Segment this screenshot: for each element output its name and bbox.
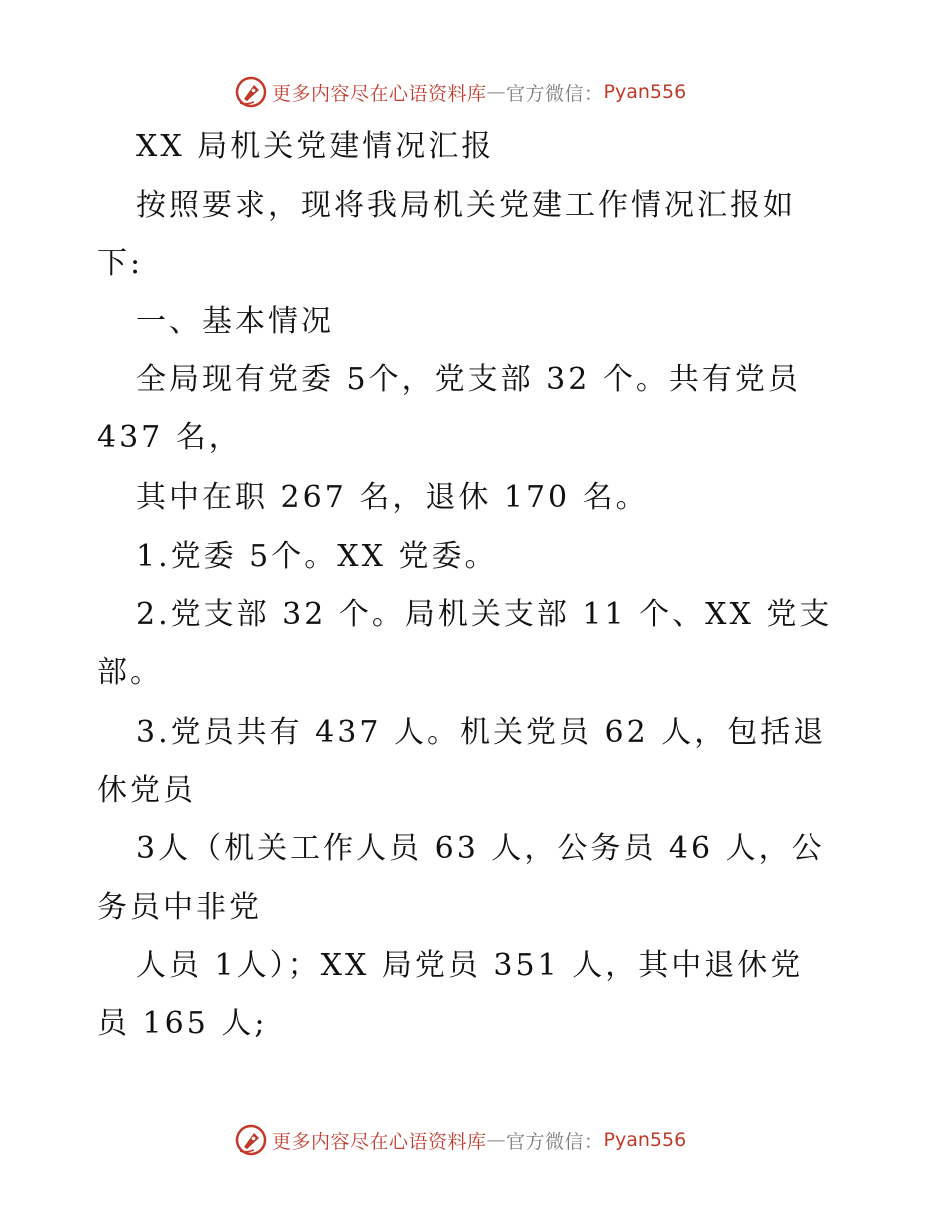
item-2-line-1: 2.党支部 32 个。局机关支部 11 个、XX 党支	[136, 597, 833, 632]
item-3-line-5: 人员 1人）；XX 局党员 351 人，其中退休党	[136, 948, 804, 983]
watermark-wechat-id: Pyan556	[603, 1129, 687, 1151]
section-heading: 一、基本情况	[136, 304, 334, 339]
footer-watermark	[0, 1120, 950, 1160]
overview-line-3: 其中在职 267 名，退休 170 名。	[136, 480, 649, 515]
pen-nib-logo-icon	[234, 75, 268, 109]
item-3-line-2: 休党员	[97, 773, 196, 808]
item-3-line-1: 3.党员共有 437 人。机关党员 62 人，包括退	[136, 715, 827, 750]
watermark-wechat-label: 官方微信：	[506, 1130, 604, 1153]
intro-line-2: 下:	[97, 246, 144, 281]
item-3-line-6: 员 165 人;	[97, 1006, 268, 1041]
header-watermark	[0, 72, 950, 112]
overview-line-2: 437 名，	[97, 420, 242, 455]
item-1: 1.党委 5个。XX 党委。	[136, 539, 498, 574]
document-title: XX 局机关党建情况汇报	[136, 129, 495, 164]
intro-line-1: 按照要求，现将我局机关党建工作情况汇报如	[136, 188, 796, 223]
watermark-main-text: 更多内容尽在心语资料库	[272, 1130, 487, 1153]
watermark-wechat-id: Pyan556	[603, 81, 687, 103]
item-3-line-3: 3人（机关工作人员 63 人，公务员 46 人，公	[136, 831, 825, 866]
item-2-line-2: 部。	[97, 655, 163, 690]
watermark-separator: —	[486, 81, 507, 103]
watermark-wechat-label: 官方微信：	[506, 82, 604, 105]
pen-nib-logo-icon	[234, 1123, 268, 1157]
watermark-main-text: 更多内容尽在心语资料库	[272, 82, 487, 105]
overview-line-1: 全局现有党委 5个，党支部 32 个。共有党员	[136, 362, 801, 397]
item-3-line-4: 务员中非党	[97, 890, 262, 925]
watermark-separator: —	[486, 1129, 507, 1151]
